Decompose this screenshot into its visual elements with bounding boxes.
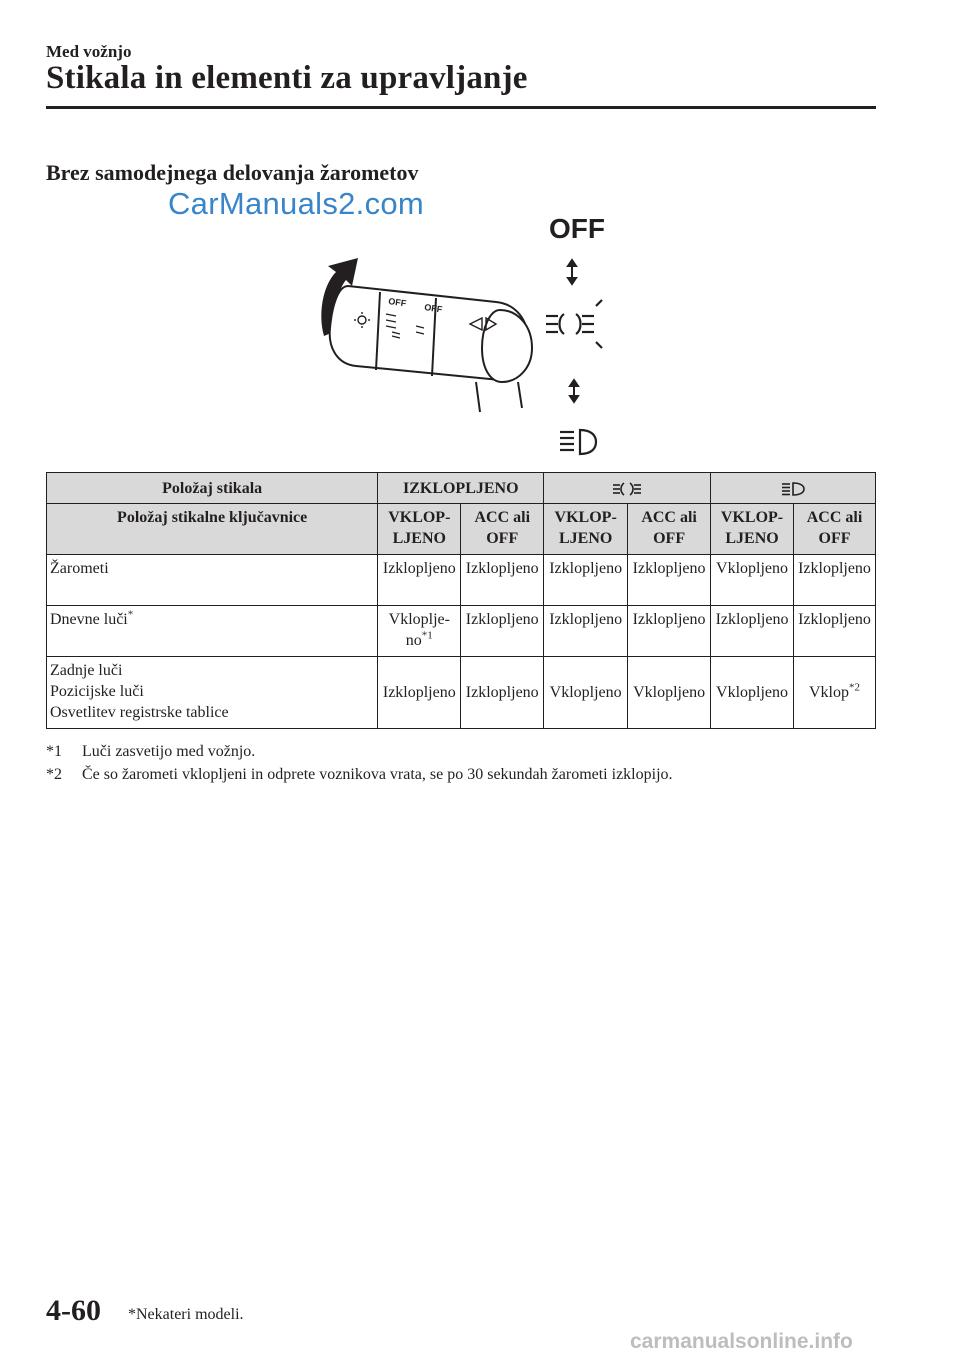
page-note: *Nekateri modeli. bbox=[128, 1306, 244, 1323]
ignition-state: VKLOP-LJENO bbox=[711, 504, 794, 555]
row-label-line: Osvetlitev registrske tablice bbox=[50, 704, 229, 721]
header-switch-position: Položaj stikala bbox=[47, 473, 378, 504]
cell-value: Vklopljeno bbox=[711, 555, 794, 606]
section-label: Med vožnjo bbox=[46, 42, 132, 61]
ignition-state: ACC ali OFF bbox=[461, 504, 544, 555]
footnote-mark: *1 bbox=[421, 629, 433, 642]
cell-value: Vklopljeno bbox=[628, 657, 711, 729]
row-label-line: Pozicijske luči bbox=[50, 683, 144, 700]
footnote-mark: *1 bbox=[46, 743, 62, 760]
stalk-off-label-2: OFF bbox=[423, 302, 443, 315]
cell-value: Izklopljeno bbox=[461, 555, 544, 606]
table-row bbox=[47, 606, 876, 657]
cell-value: Izklopljeno bbox=[628, 606, 711, 657]
row-label: Žarometi bbox=[47, 555, 378, 606]
ignition-state: ACC ali OFF bbox=[794, 504, 876, 555]
cell-value: Vklopljeno bbox=[711, 657, 794, 729]
subheading: Brez samodejnega delovanja žarometov bbox=[46, 160, 419, 185]
footnote-mark: * bbox=[127, 608, 134, 621]
stalk-off-label-1: OFF bbox=[387, 296, 407, 309]
cell-value: Izklopljeno bbox=[794, 606, 876, 657]
cell-value bbox=[794, 657, 876, 729]
cell-value: Izklopljeno bbox=[461, 657, 544, 729]
header-ignition: Položaj stikalne ključavnice bbox=[47, 504, 378, 555]
headlight-icon bbox=[560, 430, 596, 454]
cell-value: Izklopljeno bbox=[711, 606, 794, 657]
cell-value bbox=[378, 606, 461, 657]
off-label: OFF bbox=[549, 213, 605, 244]
table-row bbox=[47, 657, 876, 729]
footnote bbox=[46, 763, 673, 786]
position-light-icon bbox=[609, 481, 645, 497]
header-off: IZKLOPLJENO bbox=[378, 473, 544, 504]
cell-value: Izklopljeno bbox=[378, 657, 461, 729]
cell-text: Vklopljeno bbox=[388, 611, 450, 649]
position-light-icon bbox=[546, 300, 602, 348]
page-number: 4-60 bbox=[46, 1294, 101, 1327]
cell-value: Izklopljeno bbox=[544, 606, 628, 657]
ignition-state: ACC ali OFF bbox=[628, 504, 711, 555]
footnote-mark: *2 bbox=[46, 766, 62, 783]
chapter-title: Stikala in elementi za upravljanje bbox=[46, 60, 528, 96]
footnotes bbox=[46, 740, 673, 786]
ignition-state: VKLOP-LJENO bbox=[544, 504, 628, 555]
cell-value: Izklopljeno bbox=[461, 606, 544, 657]
footnote bbox=[46, 740, 673, 763]
cell-value: Izklopljeno bbox=[544, 555, 628, 606]
watermark-top: CarManuals2.com bbox=[168, 186, 425, 221]
double-arrow-icon bbox=[568, 260, 576, 284]
row-label-text: Dnevne luči bbox=[50, 611, 128, 628]
title-rule bbox=[46, 106, 876, 109]
headlight-icon bbox=[779, 481, 807, 497]
footnote-mark: *2 bbox=[849, 681, 860, 694]
double-arrow-icon bbox=[570, 380, 578, 402]
cell-value: Izklopljeno bbox=[378, 555, 461, 606]
header-position-light bbox=[544, 473, 711, 504]
footnote-text: Luči zasvetijo med vožnjo. bbox=[82, 743, 256, 760]
light-status-table bbox=[46, 472, 876, 729]
cell-text: Vklop bbox=[809, 684, 849, 701]
row-label bbox=[47, 606, 378, 657]
row-label bbox=[47, 657, 378, 729]
cell-value: Izklopljeno bbox=[628, 555, 711, 606]
cell-value: Vklopljeno bbox=[544, 657, 628, 729]
table-row bbox=[47, 555, 876, 606]
cell-value: Izklopljeno bbox=[794, 555, 876, 606]
ignition-state: VKLOP-LJENO bbox=[378, 504, 461, 555]
header-headlight bbox=[711, 473, 876, 504]
watermark-bottom: carmanualsonline.info bbox=[630, 1330, 853, 1353]
row-label-line: Zadnje luči bbox=[50, 662, 123, 679]
footnote-text: Če so žarometi vklopljeni in odprete voznikova vrata, se po 30 sekundah žarometi izklopijo. bbox=[82, 766, 673, 783]
headlight-switch-figure bbox=[296, 206, 626, 468]
